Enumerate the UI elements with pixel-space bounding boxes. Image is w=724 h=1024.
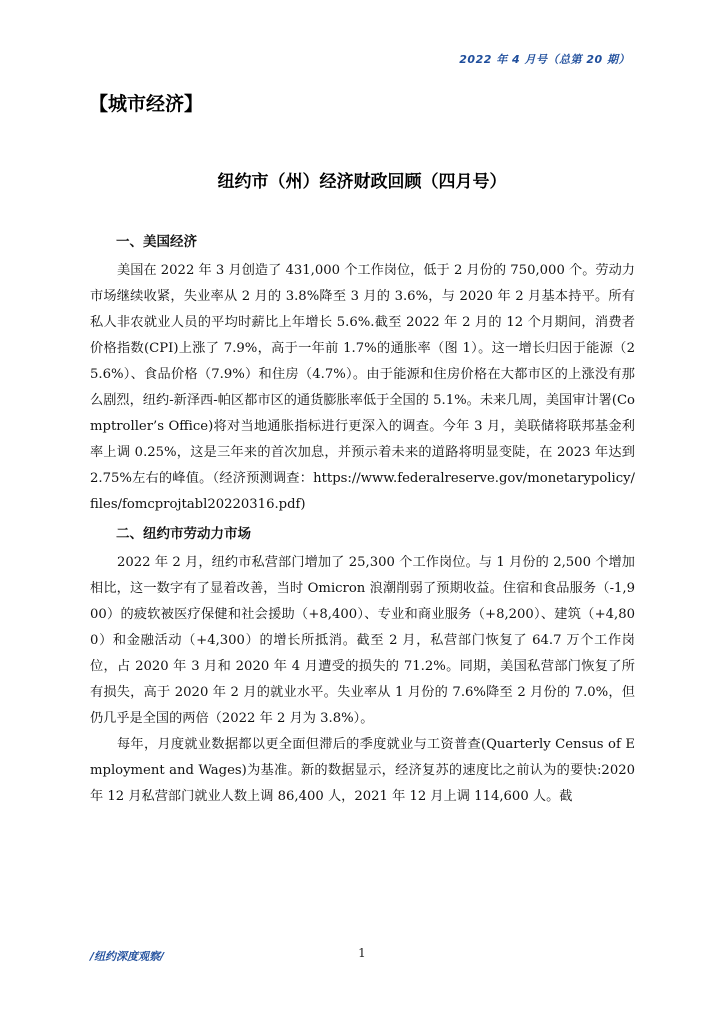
issue-header: 2022 年 4 月号（总第 20 期） xyxy=(459,53,630,66)
paragraph-nyc-labor-2: 每年，月度就业数据都以更全面但滞后的季度就业与工资普查(Quarterly Census of Employment and Wages)为基准。新的数据显示，经济复苏的速度比之前认为的要快:2020 年 12 月私营部门就业人数上调 86,400 人，2021 年 12 月上调 114,600 人。截 xyxy=(90,737,635,804)
paragraph-nyc-labor-1: 2022 年 2 月，纽约市私营部门增加了 25,300 个工作岗位。与 1 月份的 2,500 个增加相比，这一数字有了显着改善，当时 Omicron 浪潮削弱了预期收益。住宿和食品服务（-1,900）的疲软被医疗保健和社会援助（+8,400）、专业和商业服务（+8,200）、建筑（+4,800）和金融活动（+4,300）的增长所抵消。截至 2 月，私营部门恢复了 64.7 万个工作岗位，占 2020 年 3 月和 2020 年 4 月遭受的损失的 71.2%。同期，美国私营部门恢复了所有损失，高于 2020 年 2 月的就业水平。失业率从 1 月份的 7.6%降至 2 月份的 7.0%，但仍几乎是全国的两倍（2022 年 2 月为 3.8%）。 xyxy=(90,555,635,726)
section-tag: 【城市经济】 xyxy=(89,93,204,115)
publication-name: /纽约深度观察/ xyxy=(90,950,165,963)
section-heading-us-economy: 一、美国经济 xyxy=(116,234,197,250)
page-title: 纽约市（州）经济财政回顾（四月号） xyxy=(217,172,507,192)
page-number: 1 xyxy=(358,946,366,960)
paragraph-us-economy: 美国在 2022 年 3 月创造了 431,000 个工作岗位，低于 2 月份的 750,000 个。劳动力市场继续收紧，失业率从 2 月的 3.8%降至 3 月的 3.6%，与 2020 年 2 月基本持平。所有私人非农就业人员的平均时薪比上年增长 5.6%.截至 2022 年 2 月的 12 个月期间，消费者价格指数(CPI)上涨了 7.9%，高于一年前 1.7%的通胀率（图 1）。这一增长归因于能源（25.6%）、食品价格（7.9%）和住房（4.7%）。由于能源和住房价格在大都市区的上涨没有那么剧烈，纽约-新泽西-帕区都市区的通货膨胀率低于全国的 5.1%。未来几周，美国审计署(Comptroller’s Office)将对当地通胀指标进行更深入的调查。今年 3 月，美联储将联邦基金利率上调 0.25%，这是三年来的首次加息，并预示着未来的道路将明显变陡，在 2023 年达到 2.75%左右的峰值。（经济预测调查：https://www.federalreserve.gov/monetarypolicy/files/fomcprojtabl20220316.pdf) xyxy=(90,263,635,512)
section-heading-nyc-labor: 二、纽约市劳动力市场 xyxy=(116,526,251,542)
article-body xyxy=(90,226,635,810)
